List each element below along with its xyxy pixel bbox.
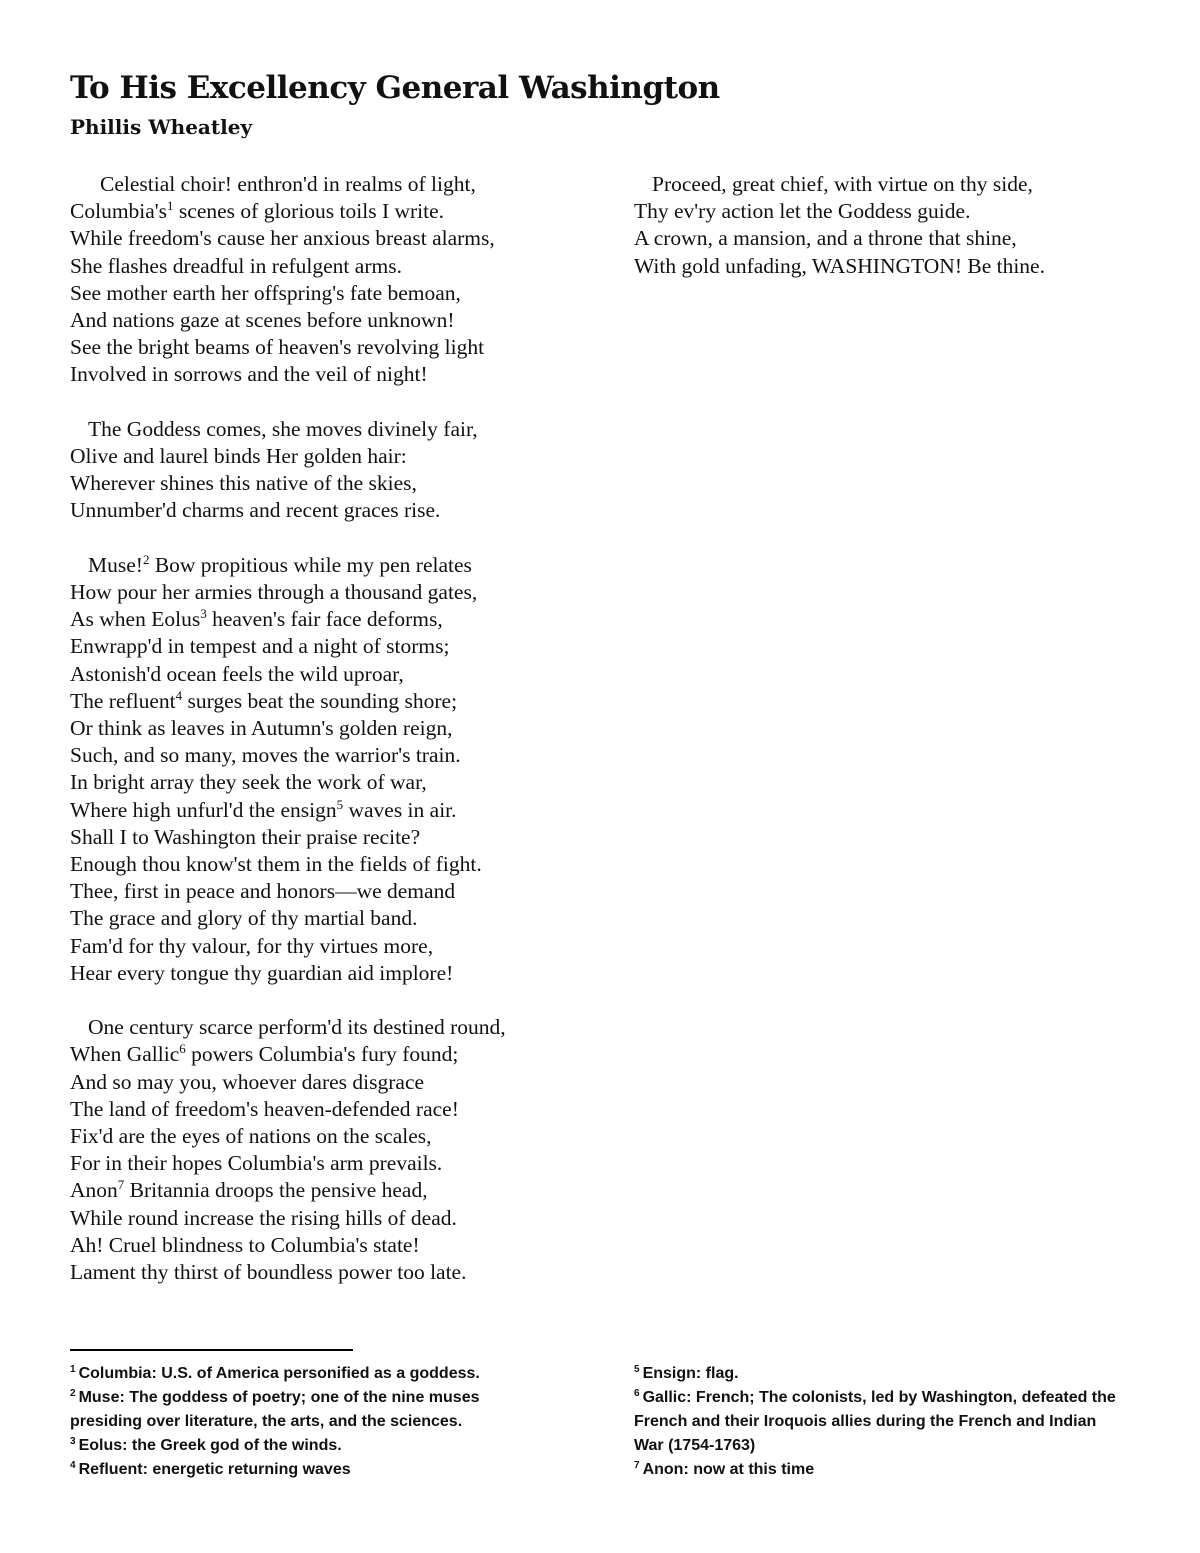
poem-line: For in their hopes Columbia's arm prevails. bbox=[70, 1151, 443, 1176]
footnote-text: Muse: The goddess of poetry; one of the nine muses presiding over literature, the arts, and the sciences. bbox=[70, 1389, 480, 1430]
footnote-ref: 6 bbox=[179, 1041, 186, 1057]
poem-line: The grace and glory of thy martial band. bbox=[70, 906, 418, 931]
footnote bbox=[70, 1362, 540, 1386]
footnote bbox=[70, 1458, 540, 1482]
footnote bbox=[70, 1386, 540, 1434]
line-text: As when Eolus bbox=[70, 607, 201, 632]
footnote-separator bbox=[70, 1349, 353, 1351]
footnote-number: 6 bbox=[634, 1388, 640, 1399]
poem-line: Fam'd for thy valour, for thy virtues more, bbox=[70, 933, 434, 958]
stanza bbox=[634, 171, 1154, 280]
poem-author: Phillis Wheatley bbox=[70, 115, 253, 139]
footnote-number: 3 bbox=[70, 1436, 76, 1447]
poem-column-left bbox=[70, 171, 590, 1313]
line-text: powers Columbia's fury found; bbox=[185, 1042, 459, 1067]
line-text: Columbia's bbox=[70, 199, 168, 224]
poem-line: Enough thou know'st them in the fields of fight. bbox=[70, 852, 482, 877]
poem-line: Thee, first in peace and honors—we demand bbox=[70, 879, 456, 904]
poem-line: She flashes dreadful in refulgent arms. bbox=[70, 253, 402, 278]
footnote-text: Anon: now at this time bbox=[642, 1461, 815, 1478]
poem-line bbox=[70, 198, 590, 225]
footnote-ref: 5 bbox=[336, 796, 344, 812]
poem-line bbox=[70, 797, 590, 824]
line-text: The refluent bbox=[70, 688, 176, 713]
poem-line: Shall I to Washington their praise recite? bbox=[70, 824, 421, 849]
poem-line: Celestial choir! enthron'd in realms of light, bbox=[100, 172, 476, 196]
poem-line: Ah! Cruel blindness to Columbia's state! bbox=[70, 1232, 420, 1257]
stanza bbox=[70, 552, 590, 987]
poem-line: Hear every tongue thy guardian aid implore! bbox=[70, 960, 454, 985]
footnote-text: Ensign: flag. bbox=[642, 1365, 739, 1382]
poem-line: How pour her armies through a thousand gates, bbox=[70, 580, 478, 605]
poem-line: In bright array they seek the work of war, bbox=[70, 770, 427, 795]
poem-line: Astonish'd ocean feels the wild uproar, bbox=[70, 661, 404, 686]
footnotes-right bbox=[634, 1362, 1124, 1482]
footnote-number: 2 bbox=[70, 1388, 76, 1399]
poem-line: One century scarce perform'd its destined round, bbox=[88, 1015, 506, 1040]
poem-line: While round increase the rising hills of dead. bbox=[70, 1205, 457, 1230]
poem-line bbox=[70, 688, 590, 715]
poem-line: Involved in sorrows and the veil of night! bbox=[70, 362, 428, 387]
poem-line: Unnumber'd charms and recent graces rise. bbox=[70, 498, 441, 523]
footnote-text: Columbia: U.S. of America personified as a goddess. bbox=[78, 1365, 480, 1382]
footnote-number: 7 bbox=[634, 1460, 640, 1471]
poem-line: Enwrapp'd in tempest and a night of storms; bbox=[70, 634, 450, 659]
poem-line: Such, and so many, moves the warrior's train. bbox=[70, 743, 461, 768]
poem-line bbox=[70, 606, 590, 633]
footnote-number: 5 bbox=[634, 1364, 640, 1375]
poem-line: Thy ev'ry action let the Goddess guide. bbox=[634, 199, 971, 224]
footnote-ref: 4 bbox=[175, 687, 183, 703]
poem-line: And nations gaze at scenes before unknown! bbox=[70, 308, 455, 333]
footnote-text: Gallic: French; The colonists, led by Washington, defeated the French and their Iroquois allies during the French and Indian War (1754-1763) bbox=[634, 1389, 1116, 1454]
footnote-ref: 7 bbox=[117, 1177, 125, 1193]
poem-line: Proceed, great chief, with virtue on thy side, bbox=[652, 172, 1033, 196]
poem-line: And so may you, whoever dares disgrace bbox=[70, 1069, 425, 1094]
footnote-ref: 3 bbox=[200, 606, 207, 622]
poem-line: A crown, a mansion, and a throne that shine, bbox=[634, 226, 1017, 251]
line-text: heaven's fair face deforms, bbox=[206, 607, 443, 632]
line-text: scenes of glorious toils I write. bbox=[173, 199, 445, 224]
poem-line: While freedom's cause her anxious breast alarms, bbox=[70, 226, 495, 251]
poem-title: To His Excellency General Washington bbox=[70, 70, 720, 106]
footnote bbox=[634, 1386, 1124, 1458]
poem-line: Olive and laurel binds Her golden hair: bbox=[70, 444, 407, 469]
line-text: surges beat the sounding shore; bbox=[182, 688, 458, 713]
poem-line: The land of freedom's heaven-defended race! bbox=[70, 1096, 459, 1121]
line-text: Britannia droops the pensive head, bbox=[124, 1178, 428, 1203]
footnote-ref: 1 bbox=[167, 198, 174, 214]
poem-line bbox=[70, 1177, 590, 1204]
line-text: waves in air. bbox=[343, 797, 457, 822]
poem-line: Lament thy thirst of boundless power too late. bbox=[70, 1260, 467, 1285]
footnote-number: 4 bbox=[70, 1460, 76, 1471]
poem-line: Wherever shines this native of the skies, bbox=[70, 471, 417, 496]
stanza bbox=[70, 1014, 590, 1286]
poem-line: Or think as leaves in Autumn's golden reign, bbox=[70, 716, 453, 741]
footnote bbox=[634, 1362, 1124, 1386]
footnote-number: 1 bbox=[70, 1364, 76, 1375]
poem-line: Fix'd are the eyes of nations on the scales, bbox=[70, 1124, 432, 1149]
line-text: Anon bbox=[70, 1178, 118, 1203]
line-text: When Gallic bbox=[70, 1042, 180, 1067]
footnotes-left bbox=[70, 1362, 540, 1482]
poem-line bbox=[70, 1041, 590, 1068]
footnote-ref: 2 bbox=[142, 551, 150, 567]
poem-line: With gold unfading, WASHINGTON! Be thine. bbox=[634, 253, 1045, 278]
poem-line bbox=[70, 552, 590, 579]
stanza bbox=[70, 416, 590, 525]
line-text: Muse! bbox=[88, 552, 143, 577]
line-text: Bow propitious while my pen relates bbox=[149, 552, 472, 577]
poem-line: The Goddess comes, she moves divinely fair, bbox=[88, 416, 478, 441]
footnote-text: Refluent: energetic returning waves bbox=[78, 1461, 351, 1478]
footnote bbox=[70, 1434, 540, 1458]
poem-column-right bbox=[634, 171, 1154, 307]
line-text: Where high unfurl'd the ensign bbox=[70, 797, 337, 822]
footnote bbox=[634, 1458, 1124, 1482]
footnote-text: Eolus: the Greek god of the winds. bbox=[78, 1437, 342, 1454]
poem-line: See the bright beams of heaven's revolving light bbox=[70, 335, 485, 360]
stanza bbox=[70, 171, 590, 389]
poem-line: See mother earth her offspring's fate bemoan, bbox=[70, 280, 461, 305]
